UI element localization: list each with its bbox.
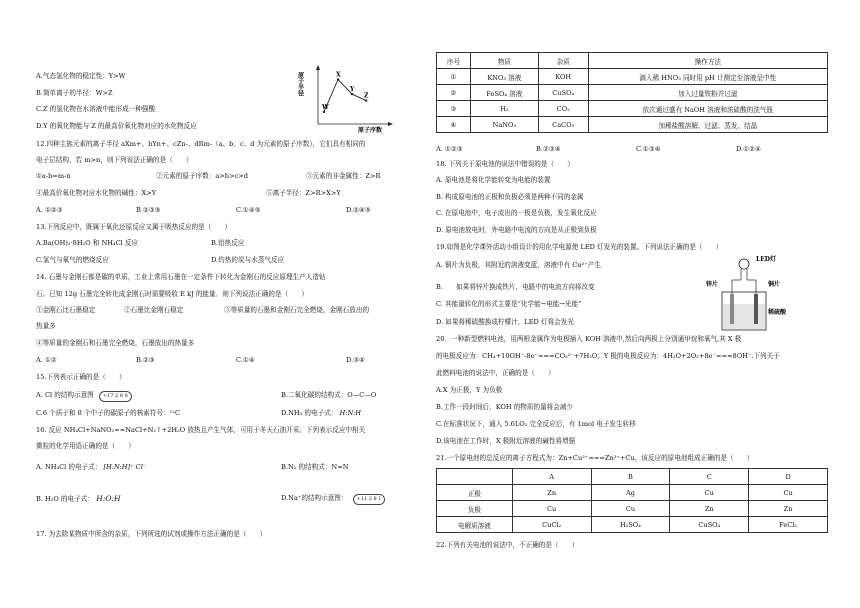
q13-choice-b: B.铝热反应 [211,239,245,247]
table-cell: 加入过量铁粉并过滤 [588,85,827,101]
q12-items-row2 [36,189,341,198]
copper-plate-icon [754,294,758,324]
graph-point-label: X [336,71,341,79]
q17-choice-d: D.①②④ [736,145,761,153]
table-row [437,485,828,501]
q12-item-4: ④最高价氧化物对应水化物的碱性：X>Y [36,189,157,197]
q20-choice-c: C.在标准状况下，通入 5.6LO₂ 完全反应后，有 1mol 电子发生转移 [436,420,636,428]
table-cell: FeSO₄ 溶液 [470,85,538,101]
cell-composition-table [436,468,828,533]
q15-option-c: C.6 个质子和 8 个中子的碳原子的核素符号：¹²C [36,409,181,417]
table-cell: H₂ [470,101,538,117]
q15-option-b: B.二氧化碳的结构式：O—C—O [281,391,377,399]
q14-choice-c: C.①④ [236,356,255,364]
q12-choice-c: C.①④⑤ [236,206,261,214]
cell-header: A [512,469,591,485]
purification-table [436,52,828,133]
q12-choice-a: A. ①②③ [36,206,63,214]
q14-items-row1 [36,306,369,315]
table-cell: CaCO₃ [538,117,588,133]
q15-option-d [281,409,361,418]
graph-xlabel: 原子序数 [358,127,383,134]
q18-stem: 18. 下列关于原电池的说法中错误的是（ ） [436,160,574,168]
table-cell: CuCl₂ [512,517,591,533]
table-cell: ② [437,85,471,101]
table-cell: 加稀盐酸溶解、过滤、蒸发、结晶 [588,117,827,133]
q15-option-a [36,391,132,402]
graph-point [351,93,353,95]
q14-choice-d: D.③④ [346,356,365,364]
q11-option-d: D.Y 的氧化物能与 Z 的最高价氧化物对应的水化物反应 [36,122,197,130]
q16-stem-2: 微粒的化学用语正确的是（ ） [36,442,135,450]
table-header-row [437,53,828,69]
q12-items-row1 [36,172,380,181]
q16-option-c [36,494,121,504]
graph-point [365,99,367,101]
graph-series-line [324,80,366,112]
y-axis-arrow [316,65,320,70]
q14-item-3-cont: 热量多 [36,322,56,330]
q12-choice-b: B.②③⑤ [136,206,161,214]
x-axis-arrow [388,122,393,126]
q13-choices-row1 [36,239,244,248]
table-cell: H₂SO₄ [591,517,670,533]
table-header-cell: 序号 [437,53,471,69]
q17-choices [436,145,761,154]
q18-choice-d: D. 原电池放电时，外电路中电流的方向是从正极到负极 [436,226,597,234]
acid-label: 稀硫酸 [768,309,787,316]
q19-choice-d: D. 如果将稀硫酸换成柠檬汁，LED 灯将会发光 [436,318,574,326]
table-cell: CO₂ [538,101,588,117]
na-structure-diagram: +11 2 8 1 [353,494,386,505]
q16-option-b: B.N₂ 的结构式：N=N [281,463,349,471]
table-cell: 依次通过盛有 NaOH 溶液和浓硫酸的洗气瓶 [588,101,827,117]
q12-item-2: ②元素的原子序数：a>b>c>d [156,172,248,180]
table-cell: 滴入稀 HNO₃ 同时用 pH 计测定至溶液呈中性 [588,69,827,85]
graph-point-label: Z [364,92,369,100]
q18-choice-c: C. 在原电池中，电子流出的一极是负极，发生氧化反应 [436,209,597,217]
q20-choice-d: D.该电池在工作时，X 极附近溶液的碱性将增强 [436,437,576,445]
q15-stem: 15.下列表示正确的是（ ） [36,373,126,381]
q13-choice-c: C.氢气与氧气的燃烧反应 [36,256,109,264]
q20-stem-2: 的电极反应为：CH₄+10OH⁻-8e⁻===CO₃²⁻+7H₂O；Y 极的电极反应为：4H₂O+2O₂+8e⁻===8OH⁻.下列关于 [436,352,780,360]
q14-item-2: ②石墨比金刚石稳定 [124,306,184,314]
table-cell: KNO₃ 溶液 [470,69,538,85]
q12-stem-1: 12.四种主族元素的离子半径 aXm+、bYn+、cZn-、dRm-（a、b、c、d 为元素的原子序数），它们具有相同的 [36,140,366,148]
table-cell: NaNO₃ [470,117,538,133]
table-cell: CuSO₄ [670,517,749,533]
table-cell: Cu [749,485,828,501]
table-cell: Cu [512,501,591,517]
table-cell: Cu [591,501,670,517]
table-cell: KOH [538,69,588,85]
q17-choice-b: B.②③④ [536,145,561,153]
nh3-electron-formula: H:N:H [339,409,361,417]
table-cell: ④ [437,117,471,133]
table-cell: Zn [670,501,749,517]
q14-stem-2: 石。已知 12g 石墨完全转化成金刚石时需要吸收 E kJ 的能量．则下列说法正确的是（ ） [36,290,308,298]
cell-header: D [749,469,828,485]
table-cell: 正极 [437,485,513,501]
q22-stem: 22.下列有关电池的说法中，不正确的是（ ） [436,541,579,549]
table-header-cell: 操作方法 [588,53,827,69]
right-column [436,0,828,608]
led-bulb-icon [739,259,749,269]
q16-option-a [36,463,146,472]
q12-choices [36,206,371,215]
q13-choice-d: D.灼热的炭与水蒸气反应 [211,256,285,264]
cell-header: B [591,469,670,485]
solution-fill [723,304,765,329]
h2o-electron-formula: H:O:H [96,494,121,503]
graph-point [323,111,325,113]
q16-a-label: A. NH₄Cl 的电子式： [36,463,102,471]
table-row [437,517,828,533]
q20-choice-b: B.工作一段时间后，KOH 的物质的量将会减少 [436,403,574,411]
graph-point [337,78,339,80]
q17-stem: 17. 为去除某物质中所含的杂质，下列所选的试剂或操作方法正确的是（ ） [36,530,267,538]
table-cell: 负极 [437,501,513,517]
q11-option-a: A.气态氢化物的稳定性：Y>W [36,72,126,80]
q20-choice-a: A.X 为正极，Y 为负极 [436,386,503,394]
table-header-cell: 物质 [470,53,538,69]
table-row [437,501,828,517]
table-cell: CuSO₄ [538,85,588,101]
q13-choice-a: A.Ba(OH)₂·8H₂O 和 NH₄Cl 反应 [36,239,139,247]
q12-stem-2: 电子层结构，若 m>n，则下列说法正确的是（ ） [36,156,193,164]
cell-header [437,469,513,485]
table-cell: Zn [749,501,828,517]
q15-a-label: A. Cl 的结构示意图 [36,391,94,399]
table-cell: ③ [437,101,471,117]
q19-choice-a: A. 铜片为负极，其附近的溶液变蓝，溶液中有 Cu²⁺产生 [436,261,601,269]
q13-choices-row2 [36,256,284,265]
q16-d-label: D.Na⁺的结构示意图： [281,494,348,502]
q12-choice-d: D.②④⑤ [346,206,371,214]
q16-stem-1: 16. 反应 NH₄Cl+NaNO₂==NaCl+N₂↑+2H₂O 放热且产生气体，可用于冬天石油开采。下列表示反应中相关 [36,426,366,434]
graph-ylabel: 原子半径 [296,72,304,96]
q19-choice-b: B. 如果将锌片换成铁片，电路中的电流方向将改变 [436,283,595,291]
led-label: LED灯 [756,256,776,263]
q12-item-3: ③元素的非金属性：Z>R [306,172,381,180]
q12-item-1: ①a-b=m-n [36,172,71,180]
q14-stem-1: 14. 石墨与金刚石都是碳的单质，工业上常用石墨在一定条件下转化为金刚石的反应原理生产人造钻 [36,273,326,281]
table-cell: 电解质溶液 [437,517,513,533]
table-row [437,101,828,117]
cell-header-row [437,469,828,485]
q14-choice-a: A. ①② [36,356,57,364]
q15-d-label: D.NH₃ 的电子式： [281,409,338,417]
q14-choices [36,356,365,365]
q20-stem-3: 此燃料电池的说法中，正确的是（ ） [436,369,555,377]
q16-option-d [281,494,385,505]
q12-item-5: ⑤离子半径：Z>R>X>Y [266,189,341,197]
table-cell: Ag [591,485,670,501]
table-row [437,69,828,85]
q18-choice-a: A. 原电池是将化学能转变为电能的装置 [436,176,551,184]
q11-option-c: C.Z 的氢化物在水溶液中能形成一种强酸 [36,105,156,113]
q19-stem: 19.如图是化学课外活动小组设计的用化学电源使 LED 灯发光的装置。下列说法正确的是（ ） [436,243,723,251]
table-header-cell: 杂质 [538,53,588,69]
table-cell: Zn [512,485,591,501]
nh4cl-electron-formula: [H:N:H]⁺ Cl⁻ [103,463,147,471]
q21-stem: 21.一个原电池的总反应的离子方程式为：Zn+Cu²⁺===Zn²⁺+Cu，该反应的原电池组成正确的是（ ） [436,454,754,462]
q20-stem-1: 20．一种新型燃料电池，用两根金属作为电极插入 KOH 溶液中,然后向两极上分别通甲烷和氧气,其 X 极 [436,335,742,343]
table-row [437,117,828,133]
q13-stem: 13.下列反应中，既属于氧化还原反应又属于吸热反应的是（ ） [36,223,232,231]
cl-structure-diagram: +17 2 8 8 [99,391,132,402]
table-cell: FeCl₂ [749,517,828,533]
q14-item-4: ④等质量的金刚石和石墨完全燃烧，石墨放出的热量多 [36,339,195,347]
q19-choice-c: C. 其能量转化的形式主要是“化学能→电能→光能” [436,300,582,308]
graph-point-label: W [322,103,329,111]
zinc-plate-icon [730,294,734,324]
led-battery-apparatus [706,252,796,334]
left-column [36,0,428,608]
q18-choice-b: B. 构成原电池的正极和负极必须是两种不同的金属 [436,193,584,201]
table-cell: ① [437,69,471,85]
q17-choice-a: A. ①②③ [436,145,463,153]
q17-choice-c: C.①③④ [636,145,661,153]
atomic-radius-graph [298,62,428,134]
graph-point-label: Y [350,86,355,94]
q14-item-3: ③等质量的石墨和金刚石完全燃烧，金刚石放出的 [224,306,370,314]
copper-label: 铜片 [768,281,781,288]
q11-option-b: B.简单离子的半径：W>Z [36,89,113,97]
table-row [437,85,828,101]
zinc-label: 锌片 [706,281,719,288]
q14-choice-b: B.②③ [136,356,155,364]
cell-header: C [670,469,749,485]
q16-c-label: B. H₂O 的电子式： [36,495,94,503]
q14-item-1: ①金刚石比石墨稳定 [36,306,96,314]
table-cell: Cu [670,485,749,501]
